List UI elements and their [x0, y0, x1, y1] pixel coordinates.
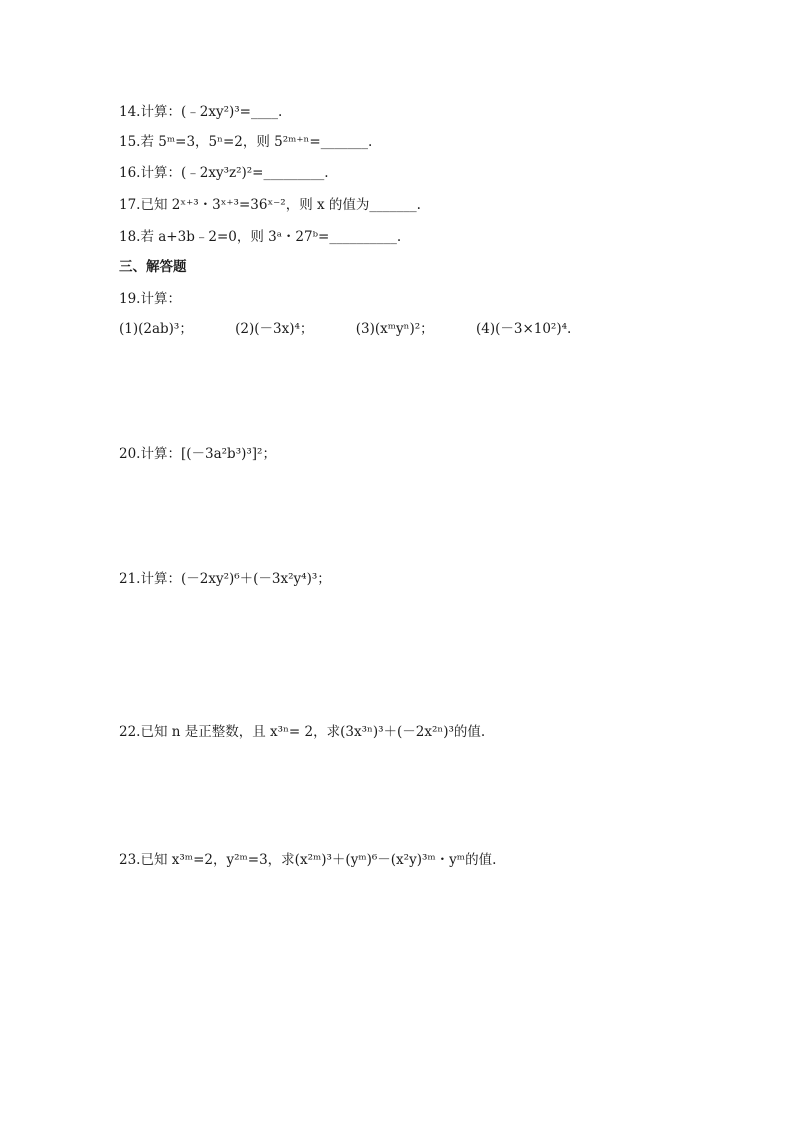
q19-part-4: (4)(－3×10²)⁴. [475, 321, 572, 337]
question-16: 16.计算：(﹣2xy³z²)²=_________. [119, 165, 329, 181]
q19-part-3: (3)(xᵐyⁿ)²； [355, 321, 434, 337]
question-20: 20.计算：[(－3a²b³)³]²； [119, 446, 276, 462]
question-19: 19.计算： [119, 291, 181, 307]
question-23: 23.已知 x³ᵐ=2，y²ᵐ=3，求(x²ᵐ)³＋(yᵐ)⁶－(x²y)³ᵐ・yᵐ的值. [119, 852, 497, 868]
q19-part-1: (1)(2ab)³； [119, 321, 193, 337]
question-22: 22.已知 n 是正整数，且 x³ⁿ= 2，求(3x³ⁿ)³＋(－2x²ⁿ)³的值. [119, 724, 486, 740]
question-15: 15.若 5ᵐ=3，5ⁿ=2，则 5²ᵐ⁺ⁿ=_______. [119, 134, 373, 150]
section-heading-answers: 三、解答题 [119, 259, 187, 275]
question-14: 14.计算：(﹣2xy²)³=____. [119, 104, 283, 120]
q19-part-2: (2)(－3x)⁴； [235, 321, 314, 337]
question-19-parts [119, 320, 571, 338]
question-18: 18.若 a+3b﹣2=0，则 3ᵃ・27ᵇ=__________. [119, 229, 402, 245]
question-21: 21.计算：(－2xy²)⁶＋(－3x²y⁴)³； [119, 571, 331, 587]
question-17: 17.已知 2ˣ⁺³・3ˣ⁺³=36ˣ⁻²，则 x 的值为_______. [119, 197, 421, 213]
